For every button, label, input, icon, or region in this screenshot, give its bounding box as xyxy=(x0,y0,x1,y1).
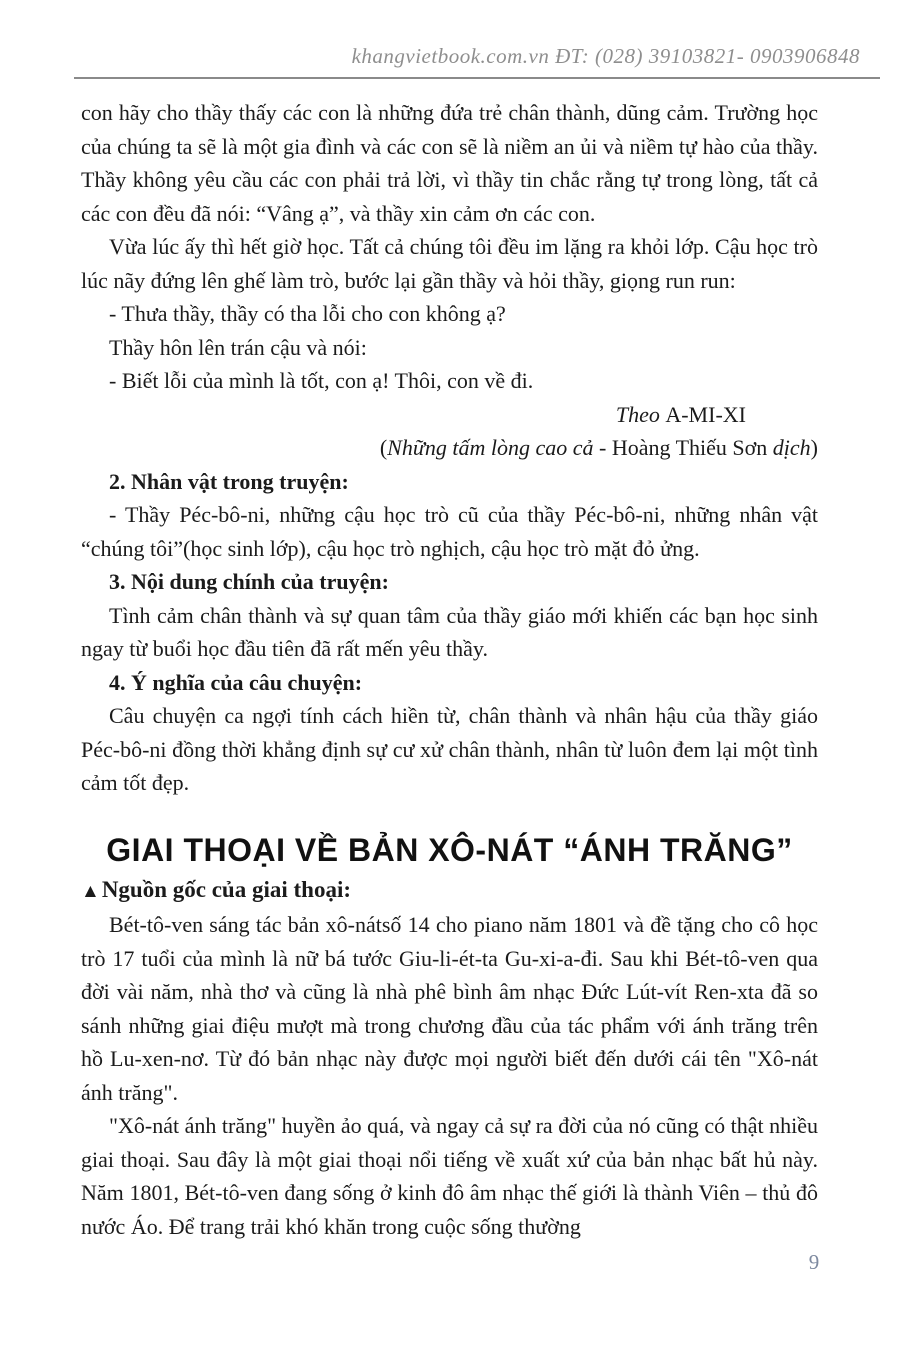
text-column xyxy=(81,96,818,1243)
story-line-kiss: Thầy hôn lên trán cậu và nói: xyxy=(109,334,367,360)
attribution-theo: Theo xyxy=(615,401,666,427)
citation-separator: - xyxy=(593,435,612,460)
analysis-paragraph-meaning: Câu chuyện ca ngợi tính cách hiền từ, chân thành và nhân hậu của thầy giáo Péc-bô-ni đồng thời khẳng định sự cư xử chân thành, nhân từ luôn đem lại một tình cảm tốt đẹp. xyxy=(81,703,818,795)
section-heading-characters: 2. Nhân vật trong truyện: xyxy=(109,468,349,494)
citation-work-title: Những tấm lòng cao cả xyxy=(387,435,594,460)
anecdote-paragraph-origin: Bét-tô-ven sáng tác bản xô-nátsố 14 cho piano năm 1801 và đề tặng cho cô học trò 17 tuổi của mình là nữ bá tước Giu-li-ét-ta Gu-xi-a-đi. Sau khi Bét-tô-ven qua đời vài năm, nhà thơ và cũng là nhà phê bình âm nhạc Đức Lút-vít Ren-xta đã so sánh những giai điệu mượt mà trong chương đầu của tác phẩm với ánh trăng trên hồ Lu-xen-nơ. Từ đó bản nhạc này được mọi người biết đến dưới cái tên "Xô-nát ánh trăng". xyxy=(81,912,818,1105)
citation-translated-by: dịch xyxy=(772,435,811,460)
page-number: 9 xyxy=(808,1250,820,1274)
anecdote-subheading-text: Nguồn gốc của giai thoại: xyxy=(101,876,351,902)
story-paragraph-end-of-class: Vừa lúc ấy thì hết giờ học. Tất cả chúng tôi đều im lặng ra khỏi lớp. Cậu học trò lúc nãy đứng lên ghế làm trò, bước lại gần thầy và hỏi thầy, giọng run run: xyxy=(81,234,818,293)
section-heading-content: 3. Nội dung chính của truyện: xyxy=(109,569,389,594)
publisher-contact-text: khangvietbook.com.vn ĐT: (028) 39103821- 0903906848 xyxy=(351,44,860,68)
citation-translator: Hoàng Thiếu Sơn xyxy=(611,435,773,460)
anecdote-title: GIAI THOẠI VỀ BẢN XÔ-NÁT “ÁNH TRĂNG” xyxy=(106,831,793,868)
citation-open-paren: ( xyxy=(379,435,388,460)
section-heading-meaning: 4. Ý nghĩa của câu chuyện: xyxy=(109,669,363,695)
dialogue-line-question: - Thưa thầy, thầy có tha lỗi cho con không ạ? xyxy=(109,301,506,326)
triangle-bullet-icon: ▲ xyxy=(81,880,102,902)
story-paragraph-teacher-speech: con hãy cho thầy thấy các con là những đứa trẻ chân thành, dũng cảm. Trường học của chúng ta sẽ là một gia đình và các con sẽ là niềm an ủi và niềm tự hào của thầy. Thầy không yêu cầu các con phải trả lời, vì thầy tin chắc rằng tự trong lòng, tất cả các con đều đã nói: “Vâng ạ”, và thầy xin cảm ơn các con. xyxy=(81,100,818,226)
anecdote-paragraph-legend: "Xô-nát ánh trăng" huyền ảo quá, và ngay cả sự ra đời của nó cũng có thật nhiều giai thoại. Sau đây là một giai thoại nổi tiếng về xuất xứ của bản nhạc bất hủ này. Năm 1801, Bét-tô-ven đang sống ở kinh đô âm nhạc thế giới là thành Viên – thủ đô nước Áo. Để trang trải khó khăn trong cuộc sống thường xyxy=(81,1113,818,1239)
page-header xyxy=(74,44,860,69)
author-attribution xyxy=(81,398,818,432)
source-citation xyxy=(81,431,818,465)
analysis-paragraph-characters: - Thầy Péc-bô-ni, những cậu học trò cũ của thầy Péc-bô-ni, những nhân vật “chúng tôi”(học sinh lớp), cậu học trò nghịch, cậu học trò mặt đỏ ửng. xyxy=(81,502,818,561)
header-divider xyxy=(74,77,880,79)
attribution-author: A-MI-XI xyxy=(665,401,746,427)
citation-close-paren: ) xyxy=(810,435,818,460)
anecdote-subheading xyxy=(81,873,818,909)
analysis-paragraph-content: Tình cảm chân thành và sự quan tâm của thầy giáo mới khiến các bạn học sinh ngay từ buổi học đầu tiên đã rất mến yêu thầy. xyxy=(81,602,818,661)
dialogue-line-reply: - Biết lỗi của mình là tốt, con ạ! Thôi, con về đi. xyxy=(109,368,534,393)
